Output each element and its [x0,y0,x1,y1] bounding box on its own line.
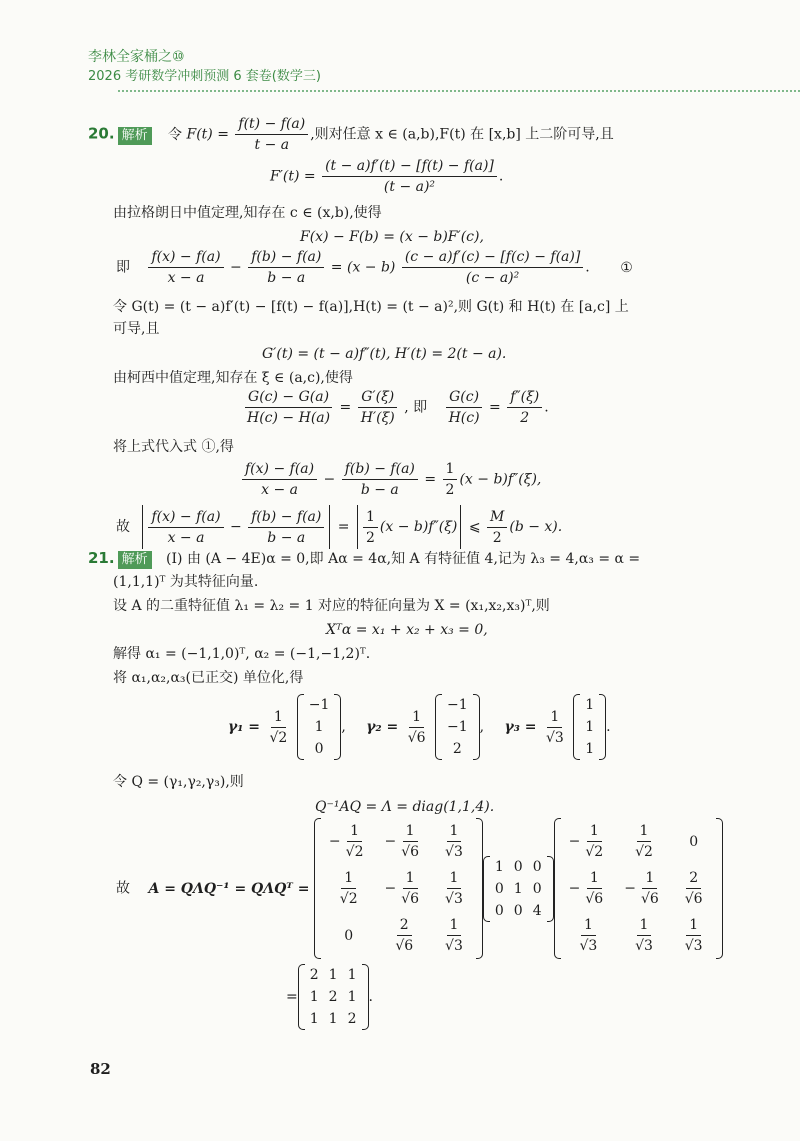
matrix-Lambda [483,856,554,922]
q20-line-1 [88,115,614,154]
matrix-entry: − $\frac{1}{√6}$ [624,870,659,907]
q21-line-8: 令 Q = (γ₁,γ₂,γ₃),则 [113,774,244,790]
matrix-entry: $\frac{1}{√3}$ [579,917,598,954]
matrix-QT [554,818,723,959]
matrix-entry: 1 [309,989,319,1005]
matrix-entry: $\frac{1}{√3}$ [445,823,463,860]
fraction: $\frac{f(x) - f(a)}{x - a}$ [148,248,223,287]
matrix-entry: $\frac{1}{√3}$ [445,917,463,954]
vector-entry: 1 [585,697,595,713]
matrix-entry: 0 [532,858,542,875]
matrix-entry: 1 [328,967,338,983]
matrix-entry: 1 [494,858,504,875]
gamma2-vector [435,694,480,760]
matrix-entry: 1 [513,880,523,897]
matrix-entry: 2 [347,1011,357,1027]
q21-line-5: 解得 α₁ = (−1,1,0)ᵀ, α₂ = (−1,−1,2)ᵀ. [113,646,371,662]
vector-entry: −1 [446,719,468,735]
formula: F(t) = [186,126,229,143]
q21-line-2: (1,1,1)ᵀ 为其特征向量. [113,574,259,590]
fraction: $\frac{f(t) - f(a)}{t - a}$ [235,115,308,154]
q20-line-8: G′(t) = (t − a)f″(t), H′(t) = 2(t − a). [262,346,507,362]
matrix-Q [314,818,483,959]
fraction: $\frac{f(b) - f(a)}{b - a}$ [248,248,324,287]
matrix-product: 故 A = QΛQ⁻¹ = QΛQᵀ = − $\frac{1}{√2}$ − $\frac{1}{√6}$ $\frac{1}{√3}$ $\frac{1}{√2}$ − $\frac{1}{√6}$ $\frac{1}{√3}$ 0 $\frac{2}{√6}$ $\frac{1}{√3}$ 1 0 0 0 1 0 0 0 4 − $\frac{1}{√2}$ $\frac{1}{√2}$ 0 − $\frac{1}{√6}$ − $\frac{1}{√6}$ $\frac{2}{√6}$ $\frac{1}{√3}$ $\frac{1}{√3}$ $\frac{1}{√3}$ [116,818,723,959]
matrix-entry: 0 [532,880,542,897]
q20-line-3: 由拉格朗日中值定理,知存在 c ∈ (x,b),使得 [113,205,382,221]
matrix-entry: $\frac{2}{√6}$ [684,870,703,907]
q21-line-1: 21. 解析 (Ⅰ) 由 (A − 4E)α = 0,即 Aα = 4α,知 A 有特征值 4,记为 λ₃ = 4,α₃ = α = [88,549,641,567]
q20-line-11: 将上式代入式 ①,得 [113,439,234,455]
vector-entry: 0 [314,741,324,757]
text: . [498,168,504,185]
matrix-entry: $\frac{1}{√2}$ [339,870,358,907]
q20-analysis-tag: 解析 [118,127,152,145]
matrix-entry: 1 [328,1011,338,1027]
matrix-entry: − $\frac{1}{√6}$ [568,870,604,907]
book-title: 2026 考研数学冲刺预测 6 套卷(数学三) [88,69,321,84]
q21-number: 21. [88,549,115,567]
q20-line-13: 故 $\frac{f(x) - f(a)}{x - a}$ − $\frac{f(b) - f(a)}{b - a}$ = $\frac{1}{2}$ (x − b)f″(ξ) ⩽ $\frac{M}{2}$ (b − x). [116,505,562,549]
text: ,则对任意 x ∈ (a,b),F(t) 在 [x,b] 上二阶可导,且 [310,126,614,143]
gamma1-vector [297,694,342,760]
q20-line-10: $\frac{G(c) - G(a)}{H(c) - H(a)}$ = $\frac{G'(\xi)}{H'(\xi)}$ , 即 $\frac{G(c)}{H(c)}$ = $\frac{f''(\xi)}{2}$ . [242,388,549,427]
matrix-entry: 0 [344,927,354,944]
equation-marker: ① [620,259,633,276]
result-matrix-line: = 2 1 1 1 2 1 1 1 2 . [286,964,373,1030]
q20-line-12: $\frac{f(x) - f(a)}{x - a}$ − $\frac{f(b) - f(a)}{b - a}$ = $\frac{1}{2}$ (x − b)f″(ξ), [240,460,541,499]
q20-line-7: 可导,且 [113,321,160,337]
fraction: $\frac{M}{2}$ [487,508,507,547]
matrix-entry: 4 [532,902,542,919]
fraction: $\frac{G'(\xi)}{H'(\xi)}$ [358,388,398,427]
running-header [88,48,321,86]
header-divider [118,90,800,92]
vector-entry: −1 [446,697,468,713]
series-title: 李林全家桶之⑩ [88,49,185,65]
gamma3-vector [573,694,606,760]
fraction: $\frac{f''(\xi)}{2}$ [507,388,542,427]
fraction: $\frac{f(b) - f(a)}{b - a}$ [248,508,324,547]
matrix-entry: $\frac{1}{√2}$ [635,823,653,860]
fraction: $\frac{G(c) - G(a)}{H(c) - H(a)}$ [247,389,331,426]
fraction: $\frac{f(b) - f(a)}{b - a}$ [342,460,418,499]
q20-line-2 [270,157,503,196]
vector-entry: 1 [585,719,595,735]
q20-line-9: 由柯西中值定理,知存在 ξ ∈ (a,c),使得 [113,370,353,386]
matrix-entry: − $\frac{1}{√2}$ [568,823,604,860]
matrix-entry: − $\frac{1}{√6}$ [384,870,420,907]
q21-line-3: 设 A 的二重特征值 λ₁ = λ₂ = 1 对应的特征向量为 X = (x₁,x₂,x₃)ᵀ,则 [113,598,550,614]
vector-entry: 1 [585,741,595,757]
q20-number: 20. [88,124,115,143]
matrix-entry: 0 [513,858,523,875]
fraction: $\frac{1}{2}$ [363,508,378,547]
page-number: 82 [90,1060,111,1078]
matrix-entry: − $\frac{1}{√6}$ [384,823,420,860]
matrix-entry: 2 [309,967,319,983]
fraction: $\frac{f(x) - f(a)}{x - a}$ [242,460,317,499]
fraction: $\frac{G(c)}{H(c)}$ [446,388,483,427]
vector-entry: 2 [452,741,462,757]
matrix-entry: 1 [347,967,357,983]
q20-line-5: 即 $\frac{f(x) - f(a)}{x - a}$ − $\frac{f(b) - f(a)}{b - a}$ = (x − b) $\frac{(c - a)f'(c) - [f(c) - f(a)]}{\text{(c − a)²}}$ . ① [116,249,633,286]
q20-line-6: 令 G(t) = (t − a)f′(t) − [f(t) − f(a)],H(t) = (t − a)²,则 G(t) 和 H(t) 在 [a,c] 上 [113,299,629,315]
fraction: $\frac{(t - a)f'(t) - [f(t) - f(a)]}{\text{(t − a)²}}$ [322,157,497,196]
matrix-entry: 1 [309,1011,319,1027]
matrix-entry: 0 [689,833,699,850]
q21-line-9: Q⁻¹AQ = Λ = diag(1,1,4). [315,799,495,815]
q21-analysis-tag: 解析 [118,551,152,569]
matrix-entry: $\frac{1}{√3}$ [684,917,703,954]
vector-entry: −1 [308,697,330,713]
matrix-entry: 1 [347,989,357,1005]
matrix-entry: 0 [494,902,504,919]
matrix-entry: $\frac{1}{√3}$ [445,870,463,907]
fraction: $\frac{(c - a)f'(c) - [f(c) - f(a)]}{\text{(c − a)²}}$ [402,248,583,287]
q21-line-4: Xᵀα = x₁ + x₂ + x₃ = 0, [326,622,488,638]
formula: F′(t) = [270,168,316,185]
result-matrix [298,964,369,1030]
text: 令 [168,126,183,143]
vector-entry: 1 [314,719,324,735]
q21-line-6: 将 α₁,α₂,α₃(已正交) 单位化,得 [113,670,304,686]
matrix-entry: − $\frac{1}{√2}$ [328,823,364,860]
unit-vectors: γ₁ = $\frac{1}{√2}$ −1 1 0 , γ₂ = $\frac{1}{√6}$ −1 −1 2 , γ₃ = $\frac{1}{√3}$ 1 1 1 . [228,694,611,760]
fraction: $\frac{f(x) - f(a)}{x - a}$ [148,508,223,547]
matrix-entry: 0 [513,902,523,919]
fraction: $\frac{1}{2}$ [443,460,458,499]
matrix-entry: 0 [494,880,504,897]
matrix-entry: $\frac{1}{√3}$ [635,917,653,954]
matrix-entry: $\frac{2}{√6}$ [395,917,414,954]
matrix-entry: 2 [328,989,338,1005]
q20-line-4: F(x) − F(b) = (x − b)F′(c), [300,229,484,245]
